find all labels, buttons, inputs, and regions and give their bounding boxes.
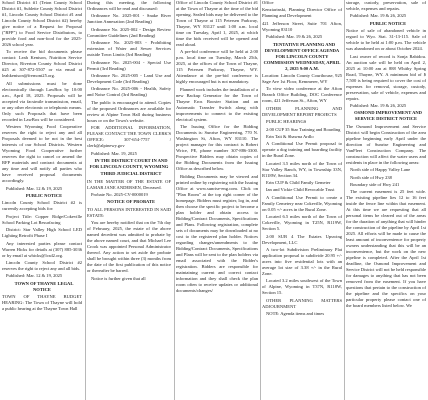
notice-paragraph: School District #1 (Teton County School District #1, Sublette County School District #1, Lincoln County School District #1 and Lincoln County School District #2) hereby give notice of a Request for Proposal ("RFP") to Food Service Distributors, to provide food and non-food for the 2025-2026 school year. (2, 0, 82, 47)
notice-paragraph: A pre-bid conference will be held at 2:00 p.m. local time on Tuesday, March 25th, 2025, at the offices of the Town of Thayne, 115 Petersen Parkway, Thayne, WY. Attendance at the pre-bid conference is highly encouraged but is not mandatory. (176, 49, 258, 85)
notice-paragraph: FOR ADDITIONAL INFORMATION, PLEASE CONTACT THE TOWN CLERK'S OFFICE: 307-654-7757 / clerk@alpinewy.gov (87, 125, 171, 149)
notice-heading: PUBLIC NOTICE (25, 192, 63, 198)
notice-heading: TENTATIVE PLANNING AND DEVELOPMENT OFFICE AGENDA FOR LINCOLN COUNTY COMMISSION WEDNESDAY, APRIL 2, 2025 9:00 A.M. (263, 41, 341, 71)
notice-paragraph: Last owner of record is Sonja Rabidou. An auction sale will be held on April 2, 2025 at 10:00 am at 888 Whitby Spring Road, Thayne, WY. A minimum bid of $ 7,500 is being required to cover the cost of expenses for removal, storage, custody, preservation, sale of vehicle, expenses and repairs. (346, 53, 426, 101)
notice-paragraph: OTHER PLANNING AND DEVELOPMENT REPORT PROJECTS (262, 105, 342, 117)
notice-paragraph: Located 3.2 miles southwest of the Town of Alpine, Wyoming in T37N, R118W, Section 15. (262, 278, 342, 296)
notice-paragraph: 2:00 CUP 35 Star Training and Boarding (266, 126, 341, 132)
notice-heading: OSMOND IMPROVEMENT AND SERVICE DISTRICT NOTICE (354, 110, 422, 122)
notice-paragraph: Office of Lincoln County School District #1 at the Town of Thayne at the time of the bid opening. Sealed bids may be delivered to the Town of Thayne at 115 Petersen Parkway, Thayne, WY 83127 until 1:00 a.m. local time on Tuesday, April 1, 2025, at which time the bids received will be opened and read aloud. (176, 0, 258, 47)
notice-paragraph: 421 Jefferson Street, Suite 701 Afton, Wyoming 83110 (262, 20, 342, 32)
notice-heading: IN THE DISTRICT COURT IN AND FOR LINCOLN COUNTY, WYOMING (89, 157, 169, 169)
notice-paragraph: Planned work includes the installation of a new Backup Generator for the Town of Thayne Eros Booster Station and an Automatic Transfer Switch along with improvements to connect to the existing electrical system. (176, 86, 258, 122)
notice-paragraph: Office (262, 0, 274, 5)
notice-paragraph: The public is encouraged to attend. Copies of the proposed Ordinances are available for review at Alpine Town Hall during business hours or on the Town's website. (87, 99, 171, 123)
notice-paragraph: Erin CUP & Child Family Gemeter (266, 180, 331, 186)
column-4 (262, 0, 342, 400)
publication-date: Published: Mar. 19 & 26, 2025 (266, 34, 323, 40)
notice-paragraph: Kenziarinski, Planning Director Office of Planning and Development (262, 7, 342, 19)
notice-heading: PUBLIC NOTICE (369, 20, 407, 26)
notice-paragraph: TOWN OF THAYNE BUDGET HEARING: The Town of Thayne will hold a public hearing at the Thayne Town Hall (2, 294, 82, 312)
notice-paragraph: A Conditional Use Permit proposal to operate a dog training and boarding facility in the Rural Zone. (262, 141, 342, 159)
column-1 (2, 0, 82, 400)
notice-paragraph: Erin Tait & Shawna Ardlo (266, 133, 314, 139)
notice-paragraph: Lincoln County School District #2 reserves the right to reject any and all bids. (2, 259, 82, 271)
notice-paragraph: storage, custody, preservation, sale of vehicle, expenses and repairs. (346, 0, 426, 11)
column-divider (344, 0, 345, 400)
column-3 (176, 0, 258, 400)
publication-date: Published: Mar. 19, 2025 (91, 150, 137, 156)
notice-paragraph: To view video conference at the Afton Branch Office Building, DOC Conference room, 421 Jefferson St., Afton, WY (262, 86, 342, 104)
notice-heading: THIRD JUDICIAL DISTRICT (100, 171, 162, 177)
publication-date: Published: Mar. 19 & 26, 2025 (350, 102, 407, 108)
column-divider (85, 0, 86, 400)
notice-paragraph: Boundary side of Hwy 241 (350, 181, 400, 187)
notice-paragraph: PUBLIC HEARINGS (266, 119, 307, 125)
notice-heading: TOWN OF THAYNE LEGAL NOTICE (14, 280, 74, 292)
column-divider (174, 0, 175, 400)
column-5 (346, 0, 426, 400)
notice-paragraph: Bidding Documents may be viewed and printed online by registering with the Issuing Office at www.sunrise-eng.com. Click on "Plan Room" at the top right corner of the homepage. Bidders must register, log in, and then choose the specific project to become a plan holder and obtain access to Bidding/Contract Documents, Specifications and Plans. Following registration, complete sets of documents may be downloaded at no cost to the registered plan holder. Notices regarding changes/amendments to the Bidding/Contract Documents, Specifications and Plans will be sent to the plan holders via email associated with the Bidder's registration. Bidders are responsible for maintaining current and correct contact information and they shall check the plan room often to receive updates or additional documents/changes/ (176, 173, 258, 293)
notice-paragraph: A Conditional Use Permit to create a Family Cemetery near Cokeville, Wyoming on 0.05 +/- acres in the Rural Zone. (262, 194, 342, 212)
notice-paragraph: IN THE MATTER OF THE ESTATE OF LAMAR JANE ANDERSEN, Deceased. (87, 178, 171, 190)
notice-paragraph: Lincoln County School District #2 is currently accepting bids for: (2, 200, 82, 212)
notice-paragraph: The current easement is 25 feet wide. The existing pipeline lies 12 to 16 feet inside the fence line within that easement. At this time we are requesting that all personal items be cleared out of the areas for the duration of anything that will hinder the construction of the pipeline by April 1st 2025. All efforts will be made to cause the least amount of inconvenience for property owners understanding that this will be an inconvenience, but the work on the new pipeline is completed. After the April 1st deadline, the Osmond Improvement and Service District will not be held responsible for damages to anything that has not been removed from the easement. If you have questions that pertain to the construction of the pipeline and the specifics on your particular property please contact one of the board members listed below. We (346, 189, 426, 309)
notice-paragraph: Notice of sale of abandoned vehicle in regard to Wyo. Stat. 31-13-115. Sale of vehicle to be held at 1:00 p.m. The vehicle was abandoned on or about October 2024. (346, 28, 426, 52)
notice-paragraph: Located 6.5 miles north of the Town of Cokeville, Wyoming in T25N, R119W, Section 5. (262, 214, 342, 232)
publication-date: Published: Mar. 19 & 26, 2025 (350, 13, 407, 19)
notice-paragraph: NOTE: Agenda items and times (266, 311, 325, 317)
notice-paragraph: District: Star Valley High School LED Lighting Retrofit Phase I (2, 227, 82, 239)
notice-paragraph: Ordinance No. 2025-006 - Health, Safety and Noise Control (3rd Reading) (87, 86, 171, 98)
notice-paragraph: Ordinance No. 2025-003 - Prohibiting extension of Water and Sewer Services outside Town Limits (3rd Reading) (87, 40, 171, 58)
notice-paragraph: Ordinance No. 2025-004 - Special Use Permit (3rd Reading) (87, 59, 171, 71)
notice-paragraph: Located 3.5 miles north of the Town of Star Valley Ranch, WY, in Township 33N, R118W, Section 34. (262, 160, 342, 178)
notice-paragraph: Probate No. 2025-CV-0000019 (91, 192, 148, 198)
column-divider (260, 0, 261, 400)
column-2 (87, 0, 171, 400)
notice-paragraph: North side of Hwy 238 (350, 174, 392, 180)
notice-paragraph: Ordinance No. 2025-005 - Land Use and Development Code (3rd Reading) (87, 72, 171, 84)
notice-heading: NOTICE OF PROBATE (107, 199, 155, 205)
publication-date: Published: Mar. 12 & 19, 2025 (6, 273, 63, 279)
notice-paragraph: Ian and Vickie Child Revocable Trust (266, 187, 335, 193)
notice-paragraph: A two-lot Subdivision Preliminary Plat application proposal to subdivide 20.95 +/- acres into five residential lots with an average lot size of 3.38 +/- in the Rural Zone. (262, 247, 342, 277)
notice-paragraph: Western Wyoming Food Cooperative reserves the right to reject any and all Proposals deemed to be not in the best interests of our School Districts. Western Wyoming Food Cooperative further reserves the right to cancel or amend the RFP materials and contract documents at any time and will notify all parties who have received proposal documents accordingly. (2, 124, 82, 184)
notice-paragraph: You are hereby notified that on the 7th day of February, 2025, the estate of the above named decedent was admitted to probate by the above named court, and that Michael Lee Crook was appointed Personal Administrator thereof. Any action to set aside the probate shall be brought within three (3) months from the date of the first publication of this notice or thereafter be barred. (87, 220, 171, 274)
notice-paragraph: Any interested parties please contact Warren Hicks for details at (307) 885-3036 or by email at whicks@lcsd2.org. (2, 240, 82, 258)
notice-paragraph: 2:00 SUB 4 The Estates Upswing Development, LLC (262, 233, 342, 245)
notice-paragraph: Notice is further given that all (91, 275, 146, 281)
notice-paragraph: North side of Happy Valley Lane (350, 167, 411, 173)
notice-paragraph: Ordinance No. 2025-001 - Snake River Junction Annexation (2nd Reading) (87, 13, 171, 25)
notice-paragraph: The Osmond Improvement and Service District will begin Construction of the area pipeline beginning early April under the direction of Sunrise Engineering and VanFleet Construction Company. The construction will affect the water users and residents in place in the following areas: (346, 123, 426, 165)
notice-paragraph: Location: Lincoln County Courthouse, 925 Sage Ave 1st Floor, Kemmerer, WY (262, 72, 342, 84)
notice-paragraph: The Issuing Office for the Bidding Documents is: Sunrise Engineering, 770 N. Washington St, Afton, WY 83110. The project manager for this contract is Robert Wrice, PE, phone number 307-886-3300. Prospective Bidders may obtain copies of the Bidding Documents from the Issuing Office as described below. (176, 124, 258, 172)
notice-paragraph: OTHER PLANNING MATTERS ADJOURNMENT (262, 297, 342, 309)
notice-paragraph: Ordinance No. 2025-002 - Design Review Committee Guidelines (2nd Reading) (87, 26, 171, 38)
notice-paragraph: All submissions must be done electronically through LawBox by 10:00 a.m., April 18, 2025. Proposals will be accepted via facsimile transmission, email, or any other electronic or telephonic means. Only such Proposals that have been recorded in LawBox will be considered. (2, 80, 82, 122)
notice-paragraph: Project Title: Copper Ridge/Cokeville School Parking Lot Resurfacing (2, 213, 82, 225)
notice-paragraph: To receive the bid documents please contact: Leah Kenison, Nutrition Service Director, Riverton County School District #25 at 307-872-5507 or via email at leahkenison@fremont25.org. (2, 49, 82, 79)
publication-date: Published: Mar. 12 & 19, 2025 (6, 185, 63, 191)
notice-paragraph: During this meeting, the following Ordinances will be read and discussed: (87, 0, 171, 11)
notice-paragraph: TO ALL PERSONS INTERESTED IN SAID ESTATE: (87, 206, 171, 218)
